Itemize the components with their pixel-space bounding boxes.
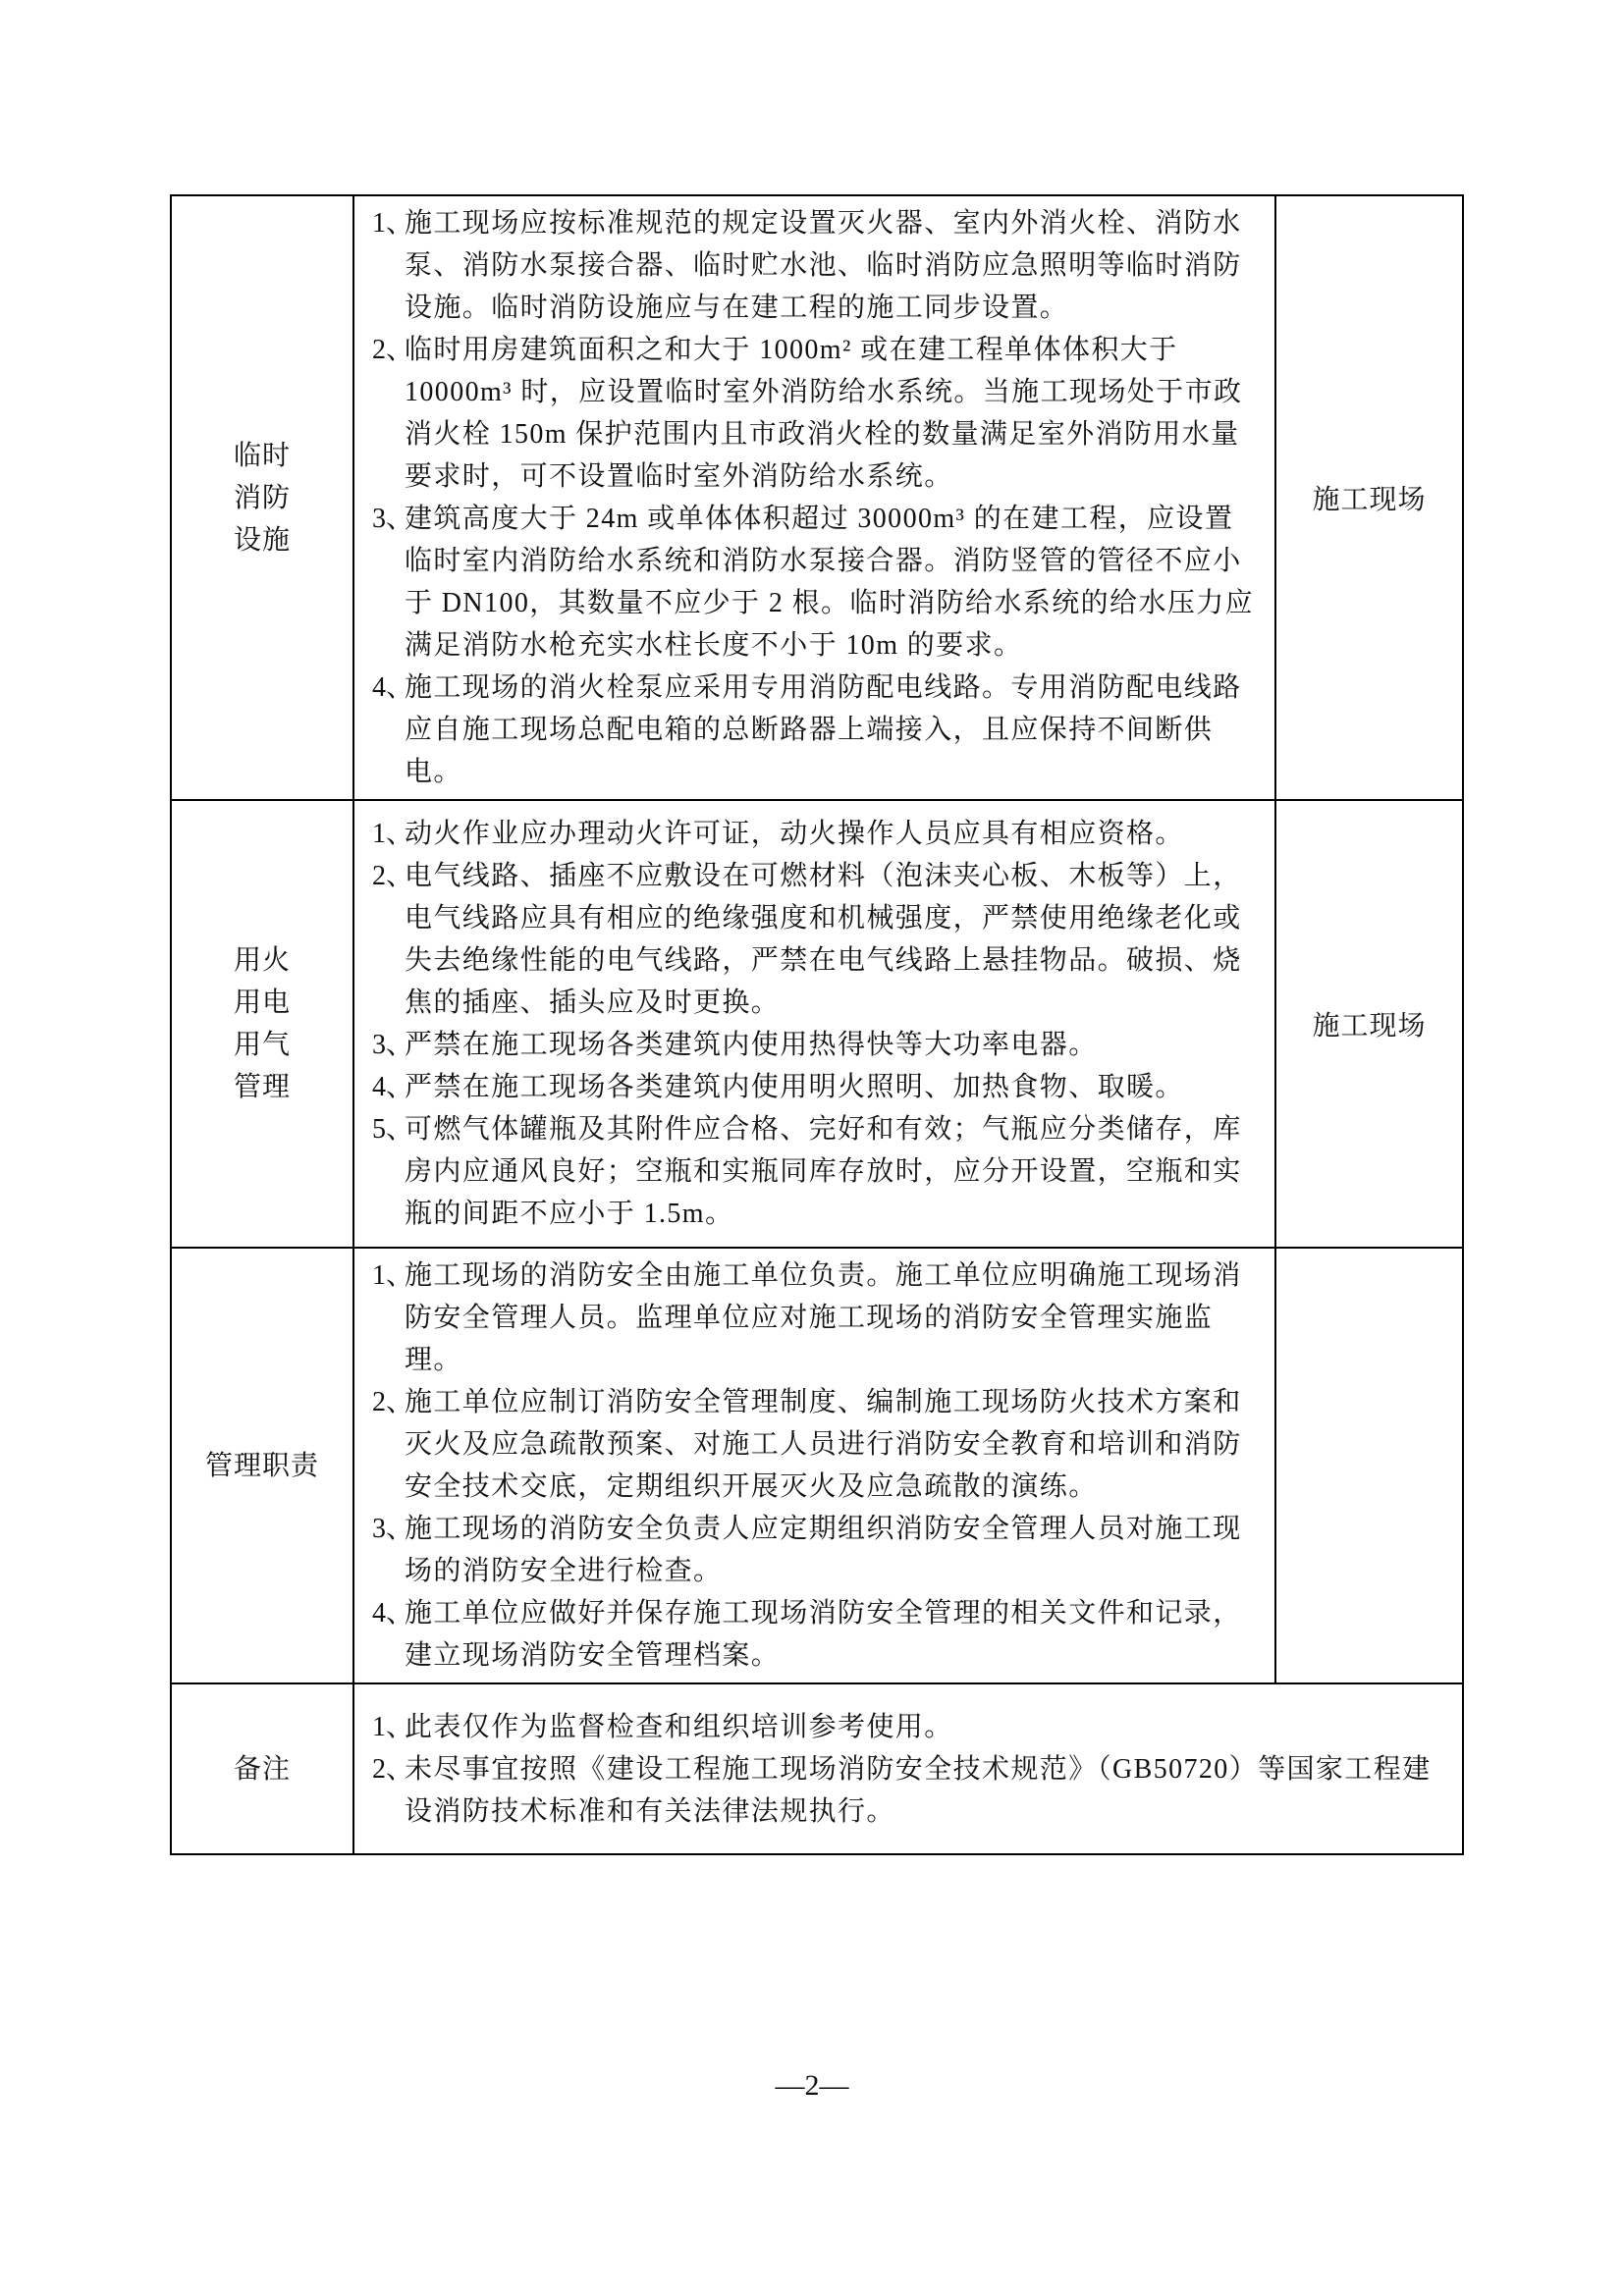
item-text: 施工单位应制订消防安全管理制度、编制施工现场防火技术方案和 — [405, 1387, 1242, 1417]
list-item — [372, 1066, 1267, 1108]
item-line — [372, 855, 1267, 897]
item-number: 4、 — [372, 1598, 414, 1629]
list-item — [372, 1024, 1267, 1066]
item-line — [405, 751, 1267, 793]
item-line — [405, 897, 1267, 939]
item-text: 房内应通风良好；空瓶和实瓶同库存放时，应分开设置，空瓶和实 — [405, 1156, 1242, 1187]
item-number: 1、 — [372, 1260, 414, 1291]
item-line — [372, 1108, 1267, 1150]
item-text: 临时室内消防给水系统和消防水泵接合器。消防竖管的管径不应小 — [405, 546, 1242, 576]
item-text: 场的消防安全进行检查。 — [405, 1556, 723, 1586]
item-line — [372, 1508, 1267, 1550]
item-text: 满足消防水枪充实水柱长度不小于 10m 的要求。 — [405, 630, 1023, 661]
category-label: 消防 — [233, 482, 291, 513]
category-label: 用电 — [233, 988, 291, 1018]
list-item — [372, 1508, 1267, 1592]
item-text: 施工现场的消防安全由施工单位负责。施工单位应明确施工现场消 — [405, 1260, 1242, 1291]
item-line — [405, 1466, 1267, 1508]
location-cell — [1275, 195, 1463, 800]
item-line — [372, 1381, 1267, 1423]
item-line — [405, 455, 1267, 498]
item-text: 建立现场消防安全管理档案。 — [405, 1640, 781, 1671]
item-text: 失去绝缘性能的电气线路，严禁在电气线路上悬挂物品。破损、烧 — [405, 945, 1242, 976]
item-text: 安全技术交底，定期组织开展灭火及应急疏散的演练。 — [405, 1471, 1098, 1502]
item-line — [405, 244, 1267, 287]
item-line — [405, 1550, 1267, 1592]
category-label: 管理 — [233, 1072, 291, 1102]
item-text: 理。 — [405, 1345, 462, 1375]
item-line — [372, 1255, 1267, 1297]
content-cell — [353, 195, 1275, 800]
location-label: 施工现场 — [1312, 485, 1427, 515]
category-cell — [171, 800, 353, 1248]
list-item — [372, 1381, 1267, 1508]
item-line — [405, 624, 1267, 667]
item-text: 设施。临时消防设施应与在建工程的施工同步设置。 — [405, 293, 1069, 323]
item-text: 泵、消防水泵接合器、临时贮水池、临时消防应急照明等临时消防 — [405, 250, 1242, 281]
list-item — [372, 1592, 1267, 1677]
item-line — [405, 1150, 1267, 1193]
item-line — [372, 667, 1267, 709]
item-line — [372, 498, 1267, 540]
item-text: 防安全管理人员。监理单位应对施工现场的消防安全管理实施监 — [405, 1303, 1214, 1333]
item-line — [405, 1634, 1267, 1677]
category-label: 临时 — [233, 440, 291, 471]
item-line — [405, 982, 1267, 1024]
content-cell — [353, 800, 1275, 1248]
item-text: 此表仅作为监督检查和组织培训参考使用。 — [405, 1711, 953, 1742]
item-text: 可燃气体罐瓶及其附件应合格、完好和有效；气瓶应分类储存，库 — [405, 1114, 1242, 1145]
item-line — [405, 371, 1267, 413]
item-number: 4、 — [372, 672, 414, 703]
list-item — [372, 202, 1267, 329]
item-line — [372, 1706, 1454, 1748]
item-line — [372, 1592, 1267, 1634]
category-label: 设施 — [233, 524, 291, 556]
item-number: 2、 — [372, 335, 414, 365]
category-label: 管理职责 — [204, 1450, 319, 1481]
item-line — [372, 1066, 1267, 1108]
content-cell — [353, 1248, 1275, 1683]
item-number: 1、 — [372, 208, 414, 239]
item-text: 严禁在施工现场各类建筑内使用明火照明、加热食物、取暖。 — [405, 1072, 1184, 1102]
list-item — [372, 1108, 1267, 1235]
category-cell — [171, 1248, 353, 1683]
list-item — [372, 813, 1267, 855]
list-item — [372, 667, 1267, 793]
item-number: 3、 — [372, 1030, 414, 1060]
item-line — [372, 1024, 1267, 1066]
item-text: 施工现场的消火栓泵应采用专用消防配电线路。专用消防配电线路 — [405, 672, 1242, 703]
table-row — [171, 800, 1463, 1248]
location-cell — [1275, 1248, 1463, 1683]
table-row — [171, 1248, 1463, 1683]
item-text: 消火栓 150m 保护范围内且市政消火栓的数量满足室外消防用水量 — [405, 419, 1240, 450]
item-number: 2、 — [372, 1387, 414, 1417]
location-cell — [1275, 800, 1463, 1248]
item-text: 施工单位应做好并保存施工现场消防安全管理的相关文件和记录， — [405, 1598, 1242, 1629]
item-text: 要求时，可不设置临时室外消防给水系统。 — [405, 461, 953, 492]
item-number: 1、 — [372, 1711, 414, 1742]
item-text: 动火作业应办理动火许可证，动火操作人员应具有相应资格。 — [405, 819, 1184, 849]
item-line — [372, 202, 1267, 244]
location-label: 施工现场 — [1312, 1011, 1427, 1041]
item-number: 3、 — [372, 504, 414, 534]
item-line — [405, 939, 1267, 982]
item-text: 焦的插座、插头应及时更换。 — [405, 988, 781, 1018]
category-label: 备注 — [233, 1753, 291, 1785]
item-text: 瓶的间距不应小于 1.5m。 — [405, 1199, 734, 1229]
item-line — [405, 1193, 1267, 1235]
item-line — [405, 1297, 1267, 1339]
item-line — [405, 1339, 1267, 1381]
fire-safety-table — [170, 194, 1464, 1855]
list-item — [372, 1748, 1454, 1833]
item-text: 施工现场的消防安全负责人应定期组织消防安全管理人员对施工现 — [405, 1514, 1242, 1544]
item-line — [405, 582, 1267, 624]
item-number: 1、 — [372, 819, 414, 849]
item-text: 施工现场应按标准规范的规定设置灭火器、室内外消火栓、消防水 — [405, 208, 1242, 239]
item-number: 2、 — [372, 861, 414, 891]
item-text: 临时用房建筑面积之和大于 1000m² 或在建工程单体体积大于 — [405, 335, 1178, 365]
item-text: 设消防技术标准和有关法律法规执行。 — [405, 1795, 895, 1827]
item-text: 电气线路、插座不应敷设在可燃材料（泡沫夹心板、木板等）上， — [405, 861, 1242, 891]
item-text: 10000m³ 时，应设置临时室外消防给水系统。当施工现场处于市政 — [405, 377, 1243, 407]
item-text: 应自施工现场总配电箱的总断路器上端接入，且应保持不间断供 — [405, 715, 1214, 745]
item-text: 于 DN100，其数量不应少于 2 根。临时消防给水系统的给水压力应 — [405, 588, 1255, 618]
item-line — [405, 1423, 1267, 1466]
item-number: 5、 — [372, 1114, 414, 1145]
item-number: 2、 — [372, 1753, 414, 1785]
item-text: 未尽事宜按照《建设工程施工现场消防安全技术规范》（GB50720）等国家工程建 — [405, 1753, 1432, 1785]
item-line — [405, 709, 1267, 751]
item-text: 电。 — [405, 757, 462, 787]
category-cell — [171, 1683, 353, 1854]
list-item — [372, 498, 1267, 667]
category-label: 用火 — [233, 945, 291, 976]
page-number: —2— — [775, 2069, 849, 2102]
list-item — [372, 1706, 1454, 1748]
item-line — [372, 1748, 1454, 1790]
content-cell — [353, 1683, 1463, 1854]
item-line — [372, 813, 1267, 855]
table-row — [171, 195, 1463, 800]
list-item — [372, 1255, 1267, 1381]
category-label: 用气 — [233, 1030, 291, 1060]
item-text: 电气线路应具有相应的绝缘强度和机械强度，严禁使用绝缘老化或 — [405, 903, 1242, 934]
table-row-remarks — [171, 1683, 1463, 1854]
list-item — [372, 329, 1267, 498]
item-line — [405, 540, 1267, 582]
item-number: 4、 — [372, 1072, 414, 1102]
list-item — [372, 855, 1267, 1024]
item-text: 灭火及应急疏散预案、对施工人员进行消防安全教育和培训和消防 — [405, 1429, 1242, 1460]
item-text: 严禁在施工现场各类建筑内使用热得快等大功率电器。 — [405, 1030, 1098, 1060]
item-number: 3、 — [372, 1514, 414, 1544]
item-line — [405, 413, 1267, 455]
item-line — [372, 329, 1267, 371]
item-text: 建筑高度大于 24m 或单体体积超过 30000m³ 的在建工程，应设置 — [405, 504, 1234, 534]
item-line — [405, 287, 1267, 329]
category-cell — [171, 195, 353, 800]
item-line — [405, 1790, 1454, 1833]
